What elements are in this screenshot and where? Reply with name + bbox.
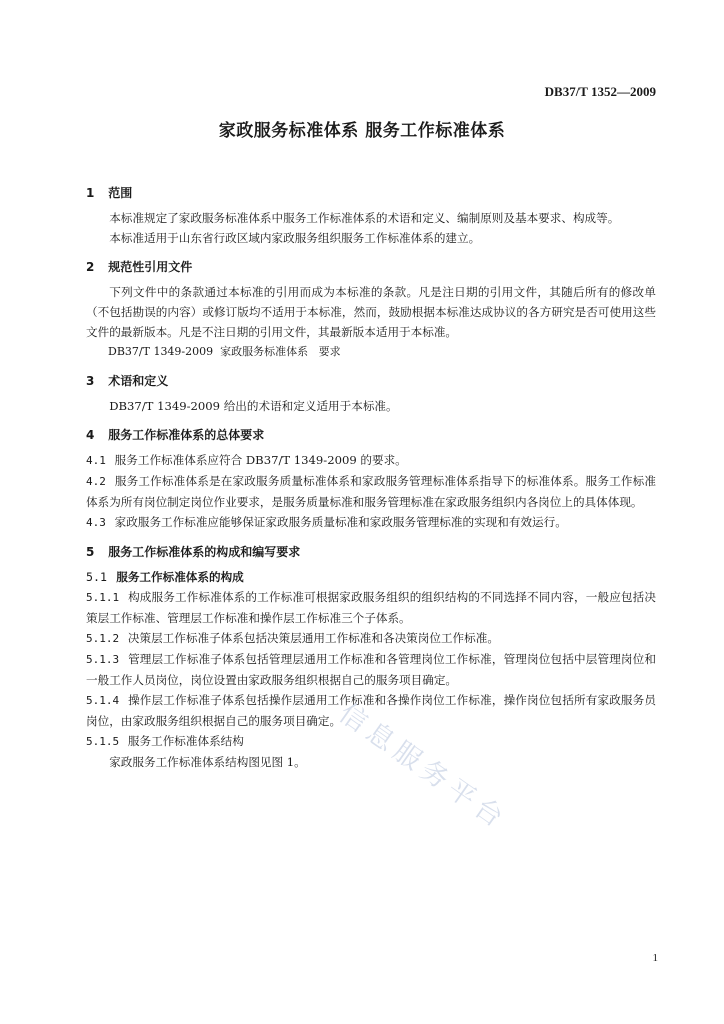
clause-text: 服务工作标准体系是在家政服务质量标准体系和家政服务管理标准体系指导下的标准体系。服务工作标准体系为所有岗位制定岗位作业要求，是服务质量标准和服务管理标准在家政服务组织内各岗位上的具体体现。	[86, 474, 656, 509]
section-title: 范围	[108, 186, 133, 200]
clause-text: 管理层工作标准子体系包括管理层通用工作标准和各管理岗位工作标准，管理岗位包括中层管理岗位和一般工作人员岗位，岗位设置由家政服务组织根据自己的服务项目确定。	[86, 652, 656, 687]
section-heading-5	[86, 543, 656, 560]
clause-4-2	[86, 471, 656, 512]
clause-text: 服务工作标准体系结构	[127, 734, 244, 748]
clause-number: 5.1.3	[86, 653, 120, 666]
clause-text: 操作层工作标准子体系包括操作层通用工作标准和各操作岗位工作标准，操作岗位包括所有家政服务员岗位，由家政服务组织根据自己的服务项目确定。	[86, 693, 656, 728]
clause-number: 5.1.5	[86, 735, 120, 748]
clause-5-1-2	[86, 628, 656, 649]
section-heading-2	[86, 258, 656, 275]
section-number: 5	[86, 545, 95, 559]
clause-text: 决策层工作标准子体系包括决策层通用工作标准和各决策岗位工作标准。	[127, 631, 499, 645]
section-title: 服务工作标准体系的总体要求	[108, 428, 265, 442]
clause-4-3	[86, 512, 656, 533]
clause-text: 家政服务工作标准应能够保证家政服务质量标准和家政服务管理标准的实现和有效运行。	[114, 515, 567, 529]
clause-number: 5.1.1	[86, 591, 120, 604]
clause-number: 5.1.2	[86, 632, 120, 645]
section-title: 规范性引用文件	[108, 260, 193, 274]
section-heading-3	[86, 372, 656, 389]
watermark-text: 信息服务平台	[333, 697, 514, 837]
scope-paragraph-1: 本标准规定了家政服务标准体系中服务工作标准体系的术语和定义、编制原则及基本要求、构成等。	[109, 211, 620, 225]
section-number: 1	[86, 186, 95, 200]
section-number: 2	[86, 260, 95, 274]
clause-number: 4.1	[86, 454, 106, 467]
references-paragraph: 下列文件中的条款通过本标准的引用而成为本标准的条款。凡是注日期的引用文件，其随后所有的修改单（不包括勘误的内容）或修订版均不适用于本标准，然而，鼓励根据本标准达成协议的各方研究是否可使用这些文件的最新版本。凡是不注日期的引用文件，其最新版本适用于本标准。	[86, 285, 656, 339]
clause-text: 构成服务工作标准体系的工作标准可根据家政服务组织的组织结构的不同选择不同内容，一般应包括决策层工作标准、管理层工作标准和操作层工作标准三个子体系。	[86, 590, 656, 625]
terms-paragraph: DB37/T 1349-2009 给出的术语和定义适用于本标准。	[109, 399, 398, 413]
document-body	[86, 184, 656, 772]
section-heading-1	[86, 184, 656, 201]
subsection-title: 服务工作标准体系的构成	[116, 570, 244, 584]
section-number: 4	[86, 428, 95, 442]
scope-paragraph-2: 本标准适用于山东省行政区域内家政服务组织服务工作标准体系的建立。	[109, 231, 481, 245]
document-title: 家政服务标准体系 服务工作标准体系	[218, 121, 506, 141]
section-title: 服务工作标准体系的构成和编写要求	[108, 545, 301, 559]
section-heading-4	[86, 426, 656, 443]
clause-number: 4.3	[86, 516, 106, 529]
standard-code: DB37/T 1352—2009	[544, 84, 656, 99]
section-number: 3	[86, 374, 95, 388]
clause-5-1-3	[86, 649, 656, 690]
clause-5-1-1	[86, 587, 656, 628]
subsection-number: 5.1	[86, 570, 107, 584]
clause-number: 5.1.4	[86, 694, 120, 707]
section-title: 术语和定义	[108, 374, 169, 388]
clause-4-1	[86, 450, 656, 471]
clause-number: 4.2	[86, 475, 106, 488]
subsection-heading-5-1	[86, 567, 656, 587]
page-number: 1	[652, 952, 658, 964]
reference-item: DB37/T 1349-2009 家政服务标准体系 要求	[108, 345, 341, 358]
clause-text: 服务工作标准体系应符合 DB37/T 1349-2009 的要求。	[114, 453, 407, 467]
structure-figure-reference: 家政服务工作标准体系结构图见图 1。	[109, 755, 306, 769]
